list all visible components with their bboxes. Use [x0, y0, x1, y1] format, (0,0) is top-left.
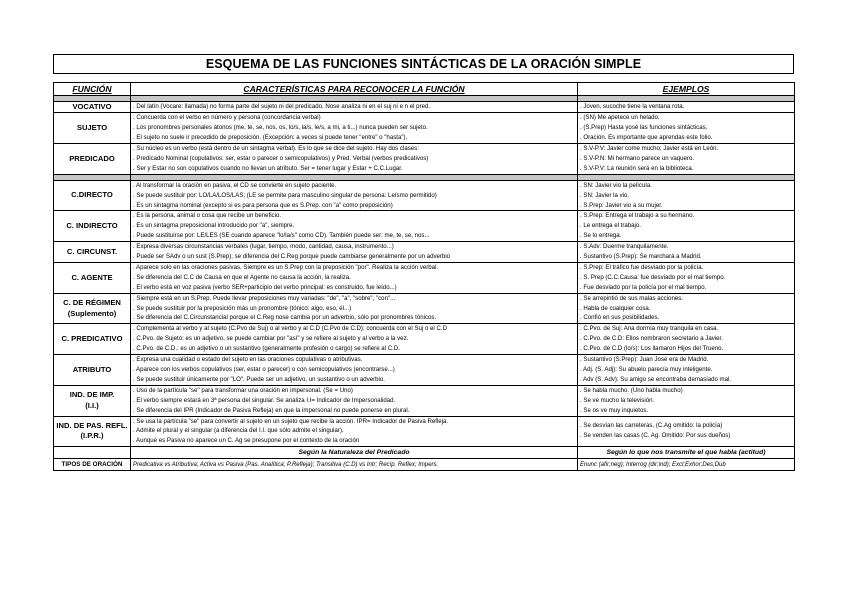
table-header: [54, 83, 795, 96]
function-name: C. DE RÉGIMEN: [63, 298, 121, 308]
function-name: VOCATIVO: [72, 102, 112, 111]
characteristic-line: . El verbo siempre estará en 3ª persona del singular. Se analiza I.I= Indicador de Impersonalidad.: [133, 396, 396, 404]
characteristic-line: . Expresa una cualidad o estado del sujeto en las oraciones copulativas o atributivas.: [133, 356, 363, 364]
function-name-cell: [54, 242, 131, 263]
characteristics-cell: [131, 242, 578, 263]
function-row-vocativo: [54, 102, 795, 113]
examples-cell: [578, 211, 795, 242]
characteristics-cell: [131, 262, 578, 293]
examples-cell: [578, 355, 795, 386]
example-line: . S. Prep (C.C.Causa: fue desviado por el mal tiempo.: [580, 273, 726, 281]
function-name-cell: [54, 355, 131, 386]
header-funcion: FUNCIÓN: [54, 83, 131, 96]
examples-cell: [578, 262, 795, 293]
tipos-row: [54, 459, 795, 471]
function-name: IND. DE IMP.: [69, 390, 115, 400]
example-line: . Sustantivo (S.Prep): Se marchará a Madrid.: [580, 253, 702, 261]
tipos-desc: Predicativa vs Atributiva; Activa vs Pasiva (Pas. Analítica; P.Refleja); Transitiva (C.D) vs Intr; Recíp. Reflex; Impers.: [131, 459, 578, 471]
function-row-ind-de-pas-refl: [54, 416, 795, 447]
characteristics-cell: [131, 385, 578, 416]
characteristics-cell: [131, 416, 578, 447]
function-name-cell: [54, 143, 131, 174]
function-name-cell: [54, 416, 131, 447]
characteristic-line: . Es la persona, animal o cosa que recibe un beneficio.: [133, 212, 282, 220]
function-name-cell: [54, 262, 131, 293]
example-line: . Se habla mucho. (Uno habla mucho): [580, 386, 683, 394]
characteristic-line: . Los pronombres personales átonos (me, te, se, nos, os, lo/s, la/s, le/s, a mi, a ti...) nunca pueden ser sujeto.: [133, 124, 428, 132]
examples-cell: [578, 324, 795, 355]
example-line: . Fue desviado por la policía por el mal tiempo.: [580, 283, 707, 291]
function-row-c-agente: [54, 262, 795, 293]
example-line: . Joven, sucoche tiene la ventana rota.: [580, 103, 685, 111]
function-row-predicado: [54, 143, 795, 174]
example-line: . SN: Javier la vio.: [580, 191, 630, 199]
function-name: C. PREDICATIVO: [61, 334, 123, 344]
footer-empty: [54, 447, 131, 459]
characteristics-cell: [131, 324, 578, 355]
characteristic-line: . Se puede sustituir por: LO/LA/LOS/LAS; (LE se permite para masculino singular de persona: Leísmo permitido): [133, 191, 437, 199]
example-line: . Se ve mucho la televisión.: [580, 396, 655, 404]
examples-cell: [578, 242, 795, 263]
footer-row: [54, 447, 795, 459]
function-name-cell: [54, 180, 131, 211]
example-line: . S.Prep: Javier vio a su mujer.: [580, 201, 663, 209]
function-row-ind-de-imp: [54, 385, 795, 416]
characteristic-line: . Predicado Nominal (copulativos: ser, estar o parecer o semicopulativos) y Pred. Verbal (verbos predicativos): [133, 154, 429, 162]
characteristic-line: . Aparece solo en las oraciones pasivas. Siempre es un S.Prep con la preposición "por". Realiza la acción verbal.: [133, 263, 439, 271]
example-line: . C.Pvo. de C.D (lo/s): Los llamaron Hijos del Trueno.: [580, 345, 724, 353]
footer-left: Según la Naturaleza del Predicado: [131, 447, 578, 459]
function-row-c-predicativo: [54, 324, 795, 355]
characteristic-line: . Del latín (Vocare: llamada) no forma parte del sujeto ni del predicado. Nose analiza ni en el suj ni e n el pred.: [133, 103, 431, 111]
header-caracteristicas: CARACTERÍSTICAS PARA RECONOCER LA FUNCIÓN: [131, 83, 578, 96]
characteristic-line: . Es un sintagma nominal (excepto si es para persona que es S.Prep. con "a" como preposición): [133, 201, 393, 209]
examples-cell: [578, 385, 795, 416]
characteristics-cell: [131, 293, 578, 324]
example-line: . S.Prep: El tráfico fue desviado por la policía.: [580, 263, 704, 271]
characteristic-line: . C.Pvo. de C.D.: es un adjetivo o un sustantivo (generalmente profesión o cargo) se refiere al C.D.: [133, 345, 400, 353]
example-line: . Se venden las casas (C. Ag. Omitido: Por sus dueños): [580, 432, 731, 440]
tipos-actitud: Enunc (afir;neg); Interrog (dir;ind); Excl;Exhor;Des;Dub: [578, 459, 795, 471]
characteristic-line: . Expresa diversas circunstancias verbales (lugar, tiempo, modo, cantidad, causa, instrumento...): [133, 243, 394, 251]
examples-cell: [578, 416, 795, 447]
characteristic-line: . Siempre está en un S.Prep. Puede llevar preposiciones muy variadas: "de", "a", "sobre", "con"...: [133, 294, 396, 302]
function-row-sujeto: [54, 113, 795, 144]
example-line: . Oración. Es importante que aprendas este folio.: [580, 134, 713, 142]
examples-cell: [578, 113, 795, 144]
function-name-cell: [54, 102, 131, 113]
examples-cell: [578, 180, 795, 211]
characteristic-line: . Aunque es Pasiva no aparece un C. Ag se presupone por el contexto de la oración: [133, 437, 360, 445]
example-line: . Confió en sus posibilidades.: [580, 314, 660, 322]
function-subname: (I.I.): [85, 400, 99, 410]
example-line: . S.Prep: Entrega el trabajo a su hermano.: [580, 212, 695, 220]
characteristic-line: . El sujeto no suele ir precedido de preposición. (Excepción: a veces si puede tener "entre" o "hasta").: [133, 134, 408, 142]
example-line: . S.Adv: Duerme tranquilamente.: [580, 243, 669, 251]
example-line: . S.V-P.V: La reunión será en la biblioteca.: [580, 164, 694, 172]
example-line: . Le entrega el trabajo.: [580, 222, 641, 230]
characteristic-line: . Se diferencia del C.Circunstancial porque el C.Reg nose cambia por un adverbio, sólo por pronombres tónicos.: [133, 314, 437, 322]
example-line: . (SN) Me apetece un helado.: [580, 114, 660, 122]
characteristic-line: . Admite el plural y el singular (a diferencia del I.I. que sólo admite el singular).: [133, 427, 344, 435]
function-name-cell: [54, 211, 131, 242]
characteristic-line: . Concuerda con el verbo en número y persona (concordancia verbal): [133, 114, 321, 122]
characteristics-cell: [131, 102, 578, 113]
function-name-cell: [54, 113, 131, 144]
characteristics-cell: [131, 143, 578, 174]
characteristic-line: . Complementa al verbo y al sujeto (C.Pvo de Suj) o al verbo y al C.D (C.Pvo de C.D); concuerda con el Suj o el C.D: [133, 325, 447, 333]
example-line: . Se desvían las carreteras. (C.Ag omitido: la policía): [580, 422, 723, 430]
example-line: . S.V-P.V: Javier come mucho; Javier está en León.: [580, 144, 719, 152]
example-line: . C.Pvo. de Suj: Ana dormía muy tranquila en casa.: [580, 325, 719, 333]
function-name: C. INDIRECTO: [66, 221, 118, 231]
characteristics-cell: [131, 355, 578, 386]
example-line: . Se os ve muy inquietos.: [580, 406, 649, 414]
functions-table: [53, 82, 795, 471]
function-name-cell: [54, 293, 131, 324]
characteristic-line: . Puede ser SAdv o un sust (S.Prep); se diferencia del C.Reg porque puede cambiarse generalmente por un adverbio: [133, 253, 451, 261]
example-line: . Se arrepintió de sus malas acciones.: [580, 294, 683, 302]
characteristic-line: . C.Pvo. de Sujeto: es un adjetivo, se puede cambiar por "así" y se refiere al sujeto y al verbo a la vez.: [133, 335, 409, 343]
characteristics-cell: [131, 211, 578, 242]
function-name-cell: [54, 324, 131, 355]
examples-cell: [578, 293, 795, 324]
example-line: . SN: Javier vio la película.: [580, 181, 652, 189]
example-line: . (S.Prep) Hasta yosé las funciones sintácticas.: [580, 124, 708, 132]
function-name: IND. DE PAS. REFL.: [56, 421, 128, 431]
example-line: . Adj. (S. Adj): Su abuelo parecía muy inteligente.: [580, 366, 713, 373]
function-name: C. AGENTE: [71, 272, 113, 282]
function-name: PREDICADO: [69, 153, 115, 163]
characteristic-line: . Ser y Estar no son copulativos cuando no llevan un atributo. Ser = tener lugar y Estar + C.C.Lugar.: [133, 164, 403, 172]
header-ejemplos: EJEMPLOS: [578, 83, 795, 96]
function-row-c-indirecto: [54, 211, 795, 242]
function-row-atributo: [54, 355, 795, 386]
function-name: C. CIRCUNST.: [66, 246, 118, 256]
example-line: . Habla de cualquier cosa.: [580, 304, 651, 312]
characteristic-line: . El verbo está en voz pasiva (verbo SER+participio del verbo principal: es construido, fue leído...): [133, 283, 397, 291]
characteristic-line: . Es un sintagma preposicional introducido por "a", siempre.: [133, 222, 295, 230]
characteristic-line: . Se puede sustituir por la preposición más un pronombre (tónico: algo, eso, él...): [133, 304, 352, 312]
function-row-c-directo: [54, 180, 795, 211]
characteristics-cell: [131, 113, 578, 144]
footer-right: Según lo que nos transmite el que habla (actitud): [578, 447, 795, 459]
characteristic-line: . Su núcleo es un verbo (está dentro de un sintagma verbal). Es lo que se dice del sujeto. Hay dos clases:: [133, 144, 419, 152]
function-name-cell: [54, 385, 131, 416]
function-row-c-circunst: [54, 242, 795, 263]
characteristic-line: . Se usa la partícula "se" para convertir al sujeto en un sujeto que recibe la acción. IPR= Indicador de Pasiva Refleja.: [133, 417, 449, 425]
function-name: SUJETO: [76, 122, 108, 132]
examples-cell: [578, 143, 795, 174]
characteristic-line: . Al transformar la oración en pasiva, el CD se convierte en sujeto paciente.: [133, 181, 337, 189]
function-row-c-de-regimen: [54, 293, 795, 324]
tipos-label: TIPOS DE ORACIÓN: [54, 459, 131, 471]
characteristic-line: . Se puede sustituir únicamente por "LO". Puede ser un adjetivo, un sustantivo o un adverbio.: [133, 375, 385, 383]
function-name: ATRIBUTO: [72, 364, 112, 374]
example-line: . Sustantivo (S.Prep): Juan José era de Madrid.: [580, 356, 709, 364]
characteristic-line: . Aparece con los verbos copulativos (ser, estar o parecer) o con semicopulativos (encontrarse...): [133, 366, 395, 373]
characteristic-line: . Se diferencia del IPR (Indicador de Pasiva Refleja) en que la impersonal no puede ponerse en plural.: [133, 406, 410, 414]
characteristic-line: . Uso de la partícula "se" para transformar una oración en impersonal. (Se = Uno): [133, 386, 353, 394]
function-subname: (I.P.R.): [80, 431, 104, 441]
page-title: ESQUEMA DE LAS FUNCIONES SINTÁCTICAS DE LA ORACIÓN SIMPLE: [53, 54, 794, 74]
characteristic-line: . Puede sustituirse por: LE/LES (SE cuando aparece "lo/la/s" como CD). También puede ser: me, te, se, nos...: [133, 232, 430, 240]
function-subname: (Suplemento): [67, 308, 117, 318]
example-line: . S.V-P.N: Mi hermano parece un vaquero.: [580, 154, 695, 162]
example-line: . Se lo entrega.: [580, 232, 622, 240]
characteristics-cell: [131, 180, 578, 211]
example-line: . Adv (S. Adv): Su amigo se encontraba demasiado mal.: [580, 375, 732, 383]
characteristic-line: . Se diferencia del C.C de Causa en que el Agente no causa la acción, la realiza.: [133, 273, 351, 281]
examples-cell: [578, 102, 795, 113]
example-line: . C.Pvo. de C.D: Ellos nombraron secretario a Javier.: [580, 335, 723, 343]
function-name: C.DIRECTO: [71, 190, 113, 200]
